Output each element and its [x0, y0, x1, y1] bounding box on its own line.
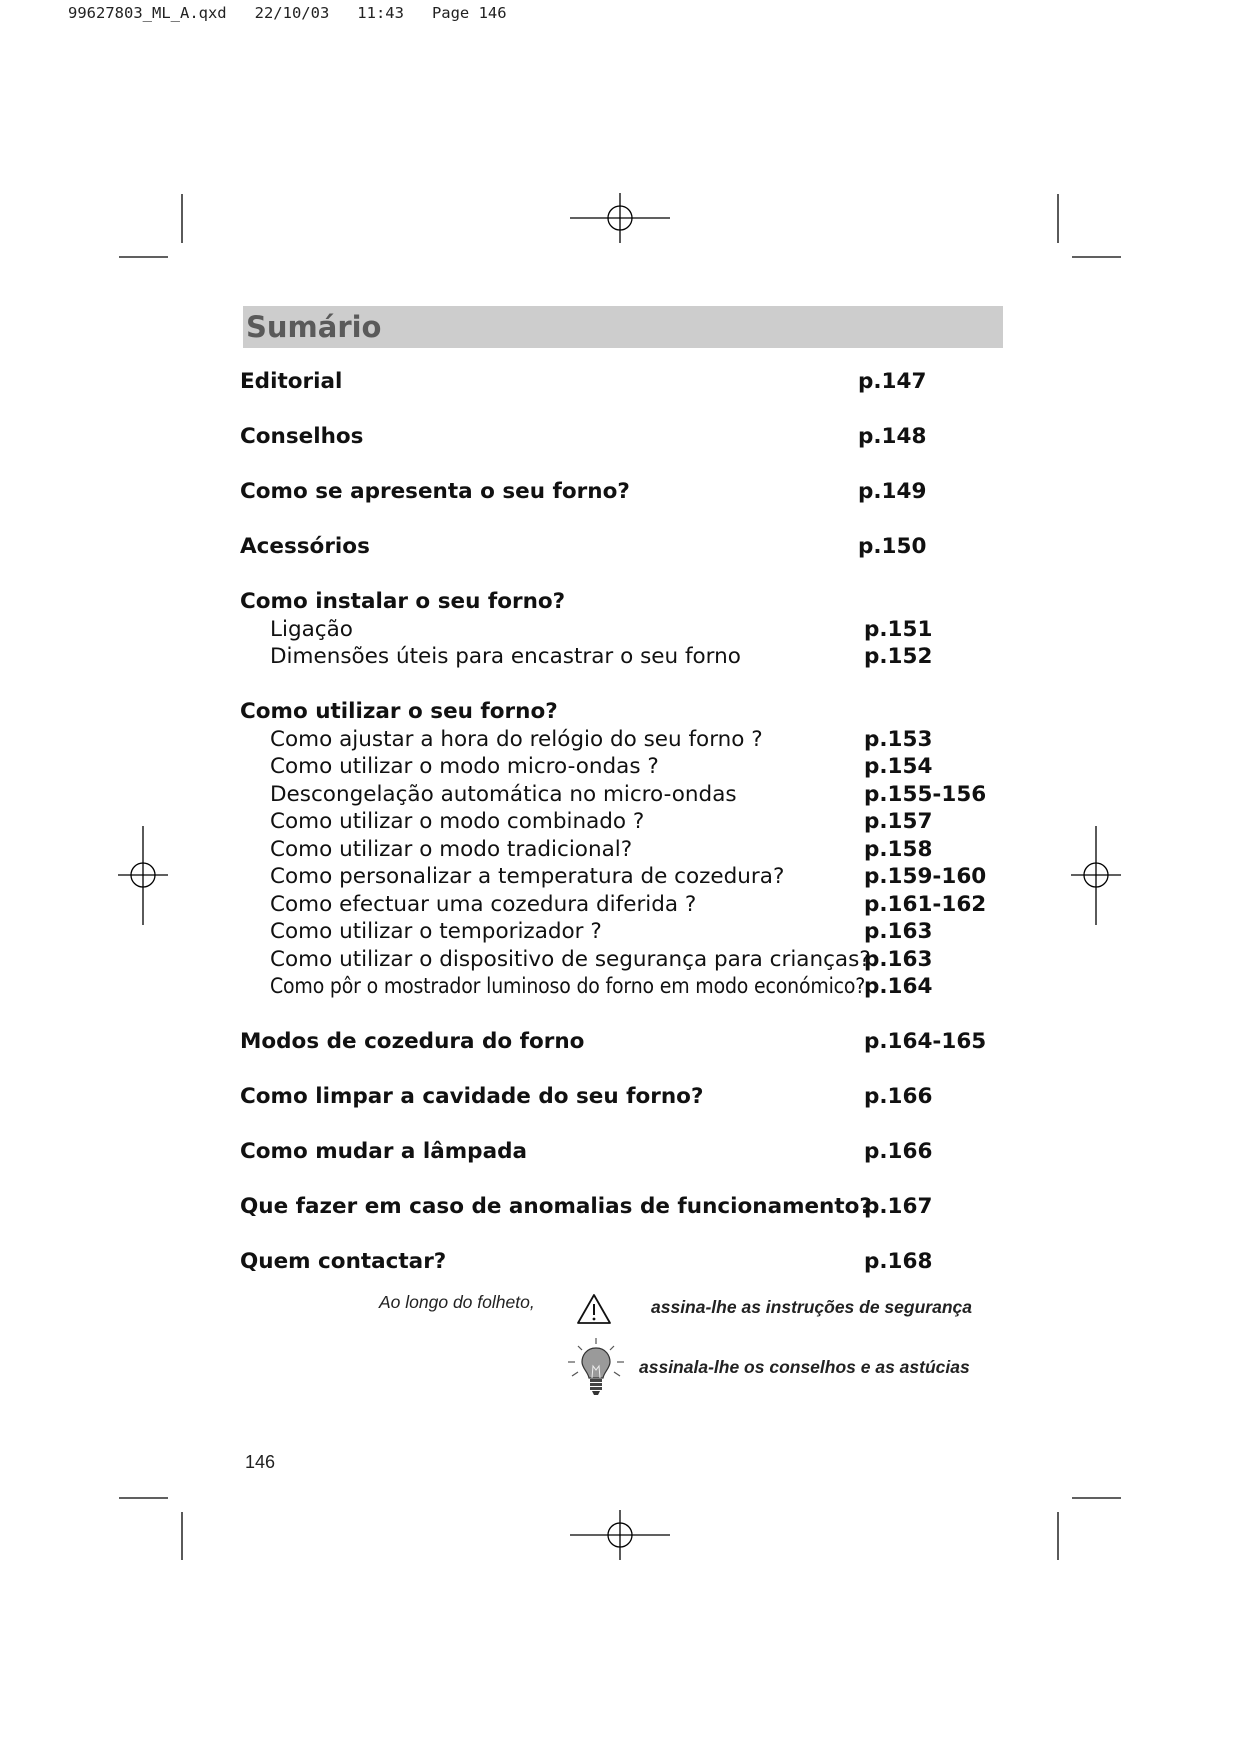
toc-entry-label: Ligação: [270, 617, 353, 642]
toc-entry-label: Como utilizar o seu forno?: [240, 699, 558, 724]
toc-entry-label: Como mudar a lâmpada: [240, 1139, 527, 1164]
toc-entry-label: Conselhos: [240, 424, 364, 449]
toc-entry-page: p.166: [864, 1084, 933, 1109]
toc-entry-label: Como se apresenta o seu forno?: [240, 479, 630, 504]
toc-entry-page: p.147: [858, 369, 927, 394]
toc-entry-label: Modos de cozedura do forno: [240, 1029, 585, 1054]
toc-entry-label: Como utilizar o temporizador ?: [270, 919, 602, 944]
legend-tip-text: assinala-lhe os conselhos e as astúcias: [639, 1357, 970, 1377]
page-number: 146: [245, 1452, 276, 1472]
warning-triangle-icon: [576, 1293, 612, 1325]
print-slug: 99627803_ML_A.qxd 22/10/03 11:43 Page 146: [68, 4, 507, 22]
toc-entry-label: Como ajustar a hora do relógio do seu forno ?: [270, 727, 763, 752]
toc-entry-page: p.154: [864, 754, 933, 779]
toc-entry-page: p.164-165: [864, 1029, 987, 1054]
toc-entry-label: Como instalar o seu forno?: [240, 589, 566, 614]
toc-entry-page: p.155-156: [864, 782, 987, 807]
toc-entry-page: p.152: [864, 644, 933, 669]
toc-entry-page: p.153: [864, 727, 933, 752]
toc-entry-page: p.167: [864, 1194, 933, 1219]
toc-entry-page: p.157: [864, 809, 933, 834]
toc-entry-label: Como efectuar uma cozedura diferida ?: [270, 892, 697, 917]
legend-lead: Ao longo do folheto,: [379, 1292, 535, 1312]
toc-entry-label: Como utilizar o modo tradicional?: [270, 837, 633, 862]
toc-entry-page: p.163: [864, 919, 933, 944]
toc-entry-page: p.148: [858, 424, 927, 449]
toc-entry-label: Como pôr o mostrador luminoso do forno em modo económico?: [270, 974, 866, 999]
toc-entry-page: p.166: [864, 1139, 933, 1164]
toc-entry-page: p.168: [864, 1249, 933, 1274]
toc-entry-label: Como personalizar a temperatura de cozedura?: [270, 864, 785, 889]
toc-entry-page: p.164: [864, 974, 933, 999]
toc-entry-label: Como utilizar o modo micro-ondas ?: [270, 754, 659, 779]
toc-entry-label: Acessórios: [240, 534, 370, 559]
legend-warning-text: assina-lhe as instruções de segurança: [651, 1297, 972, 1317]
toc-entry-page: p.151: [864, 617, 933, 642]
lightbulb-icon: [564, 1336, 628, 1400]
toc-entry-label: Que fazer em caso de anomalias de funcionamento?: [240, 1194, 872, 1219]
toc-entry-page: p.158: [864, 837, 933, 862]
toc-entry-label: Dimensões úteis para encastrar o seu forno: [270, 644, 741, 669]
toc-entry-label: Descongelação automática no micro-ondas: [270, 782, 737, 807]
toc-entry-label: Como utilizar o dispositivo de segurança para crianças?: [270, 947, 871, 972]
toc-entry-page: p.161-162: [864, 892, 987, 917]
toc-entry-label: Quem contactar?: [240, 1249, 447, 1274]
title-bar: [243, 306, 1003, 348]
toc-entry-label: Como limpar a cavidade do seu forno?: [240, 1084, 704, 1109]
toc-entry-page: p.150: [858, 534, 927, 559]
toc-entry-page: p.159-160: [864, 864, 987, 889]
toc-entry-label: Editorial: [240, 369, 343, 394]
toc-entry-label: Como utilizar o modo combinado ?: [270, 809, 645, 834]
toc-entry-page: p.163: [864, 947, 933, 972]
toc-entry-page: p.149: [858, 479, 927, 504]
page-title: Sumário: [246, 310, 382, 344]
